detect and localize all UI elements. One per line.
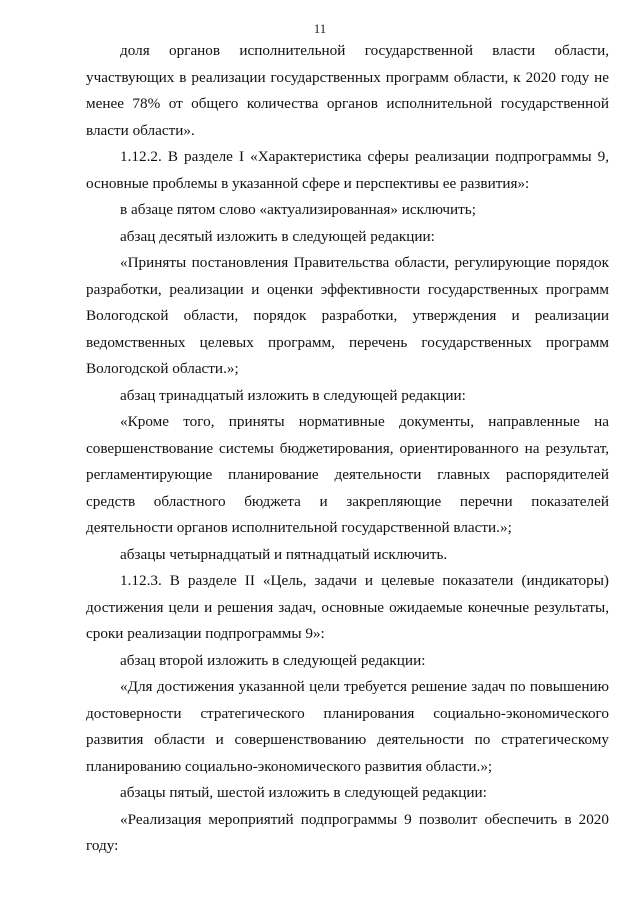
paragraph-fifth-sixth-abzac-instruction: абзацы пятый, шестой изложить в следующей редакции: — [120, 784, 487, 801]
paragraph-implementation-results: «Реализация мероприятий подпрограммы 9 позволит обеспечить в 2020 году: — [86, 810, 609, 854]
paragraph-fifth-abzac-amendment: в абзаце пятом слово «актуализированная» исключить; — [120, 201, 476, 218]
paragraph-target-indicator-continuation: доля органов исполнительной государственной власти области, участвующих в реализации государственных программ области, к 2020 году не менее 78% от общего количества органов исполнительной государственной власти области». — [86, 42, 609, 139]
paragraph-second-abzac-instruction: абзац второй изложить в следующей редакции: — [120, 651, 426, 669]
paragraph-tenth-abzac-instruction: абзац десятый изложить в следующей редакции: — [120, 227, 435, 245]
document-body — [86, 38, 609, 860]
paragraph-second-abzac-text: «Для достижения указанной цели требуется решение задач по повышению достоверности стратегического планирования социально-экономического развития области и совершенствованию деятельности по стратегическому планированию социально-экономического развития области.»; — [86, 678, 609, 775]
page-number: 11 — [313, 21, 327, 36]
paragraph-section-1-12-2: 1.12.2. В разделе I «Характеристика сферы реализации подпрограммы 9, основные проблемы в указанной сфере и перспективы ее развития»: — [86, 148, 609, 192]
paragraph-section-1-12-3: 1.12.3. В разделе II «Цель, задачи и целевые показатели (индикаторы) достижения цели и решения задач, основные ожидаемые конечные результаты, сроки реализации подпрограммы 9»: — [86, 572, 609, 642]
paragraph-fourteenth-fifteenth-exclusion: абзацы четырнадцатый и пятнадцатый исключить. — [120, 545, 448, 563]
paragraph-tenth-abzac-text: «Приняты постановления Правительства области, регулирующие порядок разработки, реализации и оценки эффективности государственных программ Вологодской области, порядок разработки, утверждения и реализации ведомственных целевых программ, перечень государственных программ Вологодской области.»; — [86, 254, 609, 377]
paragraph-thirteenth-abzac-text: «Кроме того, приняты нормативные документы, направленные на совершенствование системы бюджетирования, ориентированного на результат, регламентирующие планирование деятельности главных распорядителей средств областного бюджета и закрепляющие перечни показателей деятельности органов исполнительной государственной власти.»; — [86, 413, 609, 536]
paragraph-thirteenth-abzac-instruction: абзац тринадцатый изложить в следующей редакции: — [120, 386, 466, 404]
